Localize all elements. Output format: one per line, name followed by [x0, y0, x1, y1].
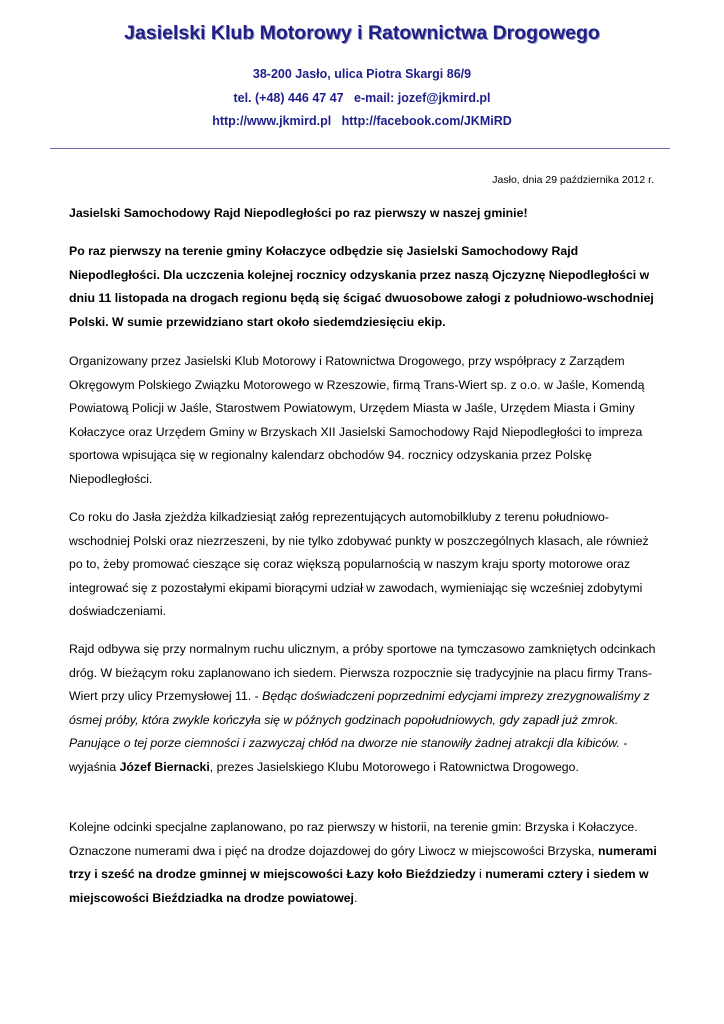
stages-lazy: numerami trzy i sześć na drodze gminnej w miejscowości Łazy koło Bieździedzy — [69, 843, 657, 881]
stages-outro: . — [353, 890, 358, 905]
crews-paragraph: Co roku do Jasła zjeżdża kilkadziesiąt załóg reprezentujących automobilkluby z terenu południowo-wschodniej Polski oraz niezrzeszeni, by nie tylko zdobywać punkty w poszczególnych klasach, ale również po to, żeby promować cieszące się coraz większą popularnością w naszym kraju sporty motorowe oraz integrować się z pozostałymi ekipami biorącymi udział w zawodach, wymieniając się wcześniej zdobytymi doświadczeniami. — [69, 510, 649, 618]
traffic-mid: - wyjaśnia — [69, 736, 628, 774]
traffic-outro: , prezes Jasielskiego Klubu Motorowego i Ratownictwa Drogowego. — [209, 759, 579, 774]
organization-web-links[interactable]: http://www.jkmird.pl http://facebook.com/JKMiRD — [212, 114, 512, 128]
stages-intro: Kolejne odcinki specjalne zaplanowano, po raz pierwszy w historii, na terenie gmin: Brzyska i Kołaczyce. Oznaczone numerami dwa i pięć na drodze dojazdowej do góry Liwocz w miejscowości Brzyska, — [69, 820, 638, 858]
organizer-paragraph: Organizowany przez Jasielski Klub Motorowy i Ratownictwa Drogowego, przy współpracy z Zarządem Okręgowym Polskiego Związku Motorowego w Rzeszowie, firmą Trans-Wiert sp. z o.o. w Jaśle, Komendą Powiatową Policji w Jaśle, Starostwem Powiatowym, Urzędem Miasta w Jaśle, Urzędem Miasta i Gminy Kołaczyce oraz Urzędem Gminy w Brzyskach XII Jasielski Samochodowy Rajd Niepodległości to impreza sportowa wpisująca się w regionalny kalendarz obchodów 94. rocznicy odzyskania przez Polskę Niepodległości. — [69, 354, 645, 486]
stages-mid: i — [475, 867, 486, 881]
header-divider — [50, 148, 670, 149]
traffic-intro: Rajd odbywa się przy normalnym ruchu ulicznym, a próby sportowe na tymczasowo zamkniętych odcinkach dróg. W bieżącym roku zaplanowano ich siedem. Pierwsza rozpocznie się tradycyjnie na placu firmy Trans-Wiert przy ulicy Przemysłowej 11. - — [69, 642, 656, 703]
quoted-person: Józef Biernacki — [119, 759, 210, 774]
stages-paragraph — [69, 816, 659, 910]
traffic-paragraph — [69, 638, 659, 779]
lead-paragraph: Po raz pierwszy na terenie gminy Kołaczyce odbędzie się Jasielski Samochodowy Rajd Niepodległości. Dla uczczenia kolejnej rocznicy odzyskania przez naszą Ojczyznę Niepodległości w dniu 11 listopada na drogach regionu będą się ścigać dwuosobowe załogi z południowo-wschodniej Polski. W sumie przewidziano start około siedemdziesięciu ekip. — [69, 244, 654, 329]
headline: Jasielski Samochodowy Rajd Niepodległości po raz pierwszy w naszej gminie! — [69, 206, 528, 220]
traffic-quote: Będąc doświadczeni poprzednimi edycjami imprezy zrezygnowaliśmy z ósmej próby, która zwykle kończyła się w późnych godzinach popołudniowych, gdy zapadł już zmrok. Panujące o tej porze ciemności i zazwyczaj chłód na dworze nie stanowiły żadnej atrakcji dla kibiców. — [69, 689, 650, 750]
document-date: Jasło, dnia 29 października 2012 r. — [492, 174, 654, 186]
organization-title: Jasielski Klub Motorowy i Ratownictwa Drogowego — [124, 22, 600, 44]
organization-address: 38-200 Jasło, ulica Piotra Skargi 86/9 — [252, 67, 472, 81]
organization-contact[interactable]: tel. (+48) 446 47 47 e-mail: jozef@jkmird.pl — [233, 91, 491, 105]
stages-biezdziadka: numerami cztery i siedem w miejscowości Bieździadka na drodze powiatowej — [69, 867, 649, 905]
